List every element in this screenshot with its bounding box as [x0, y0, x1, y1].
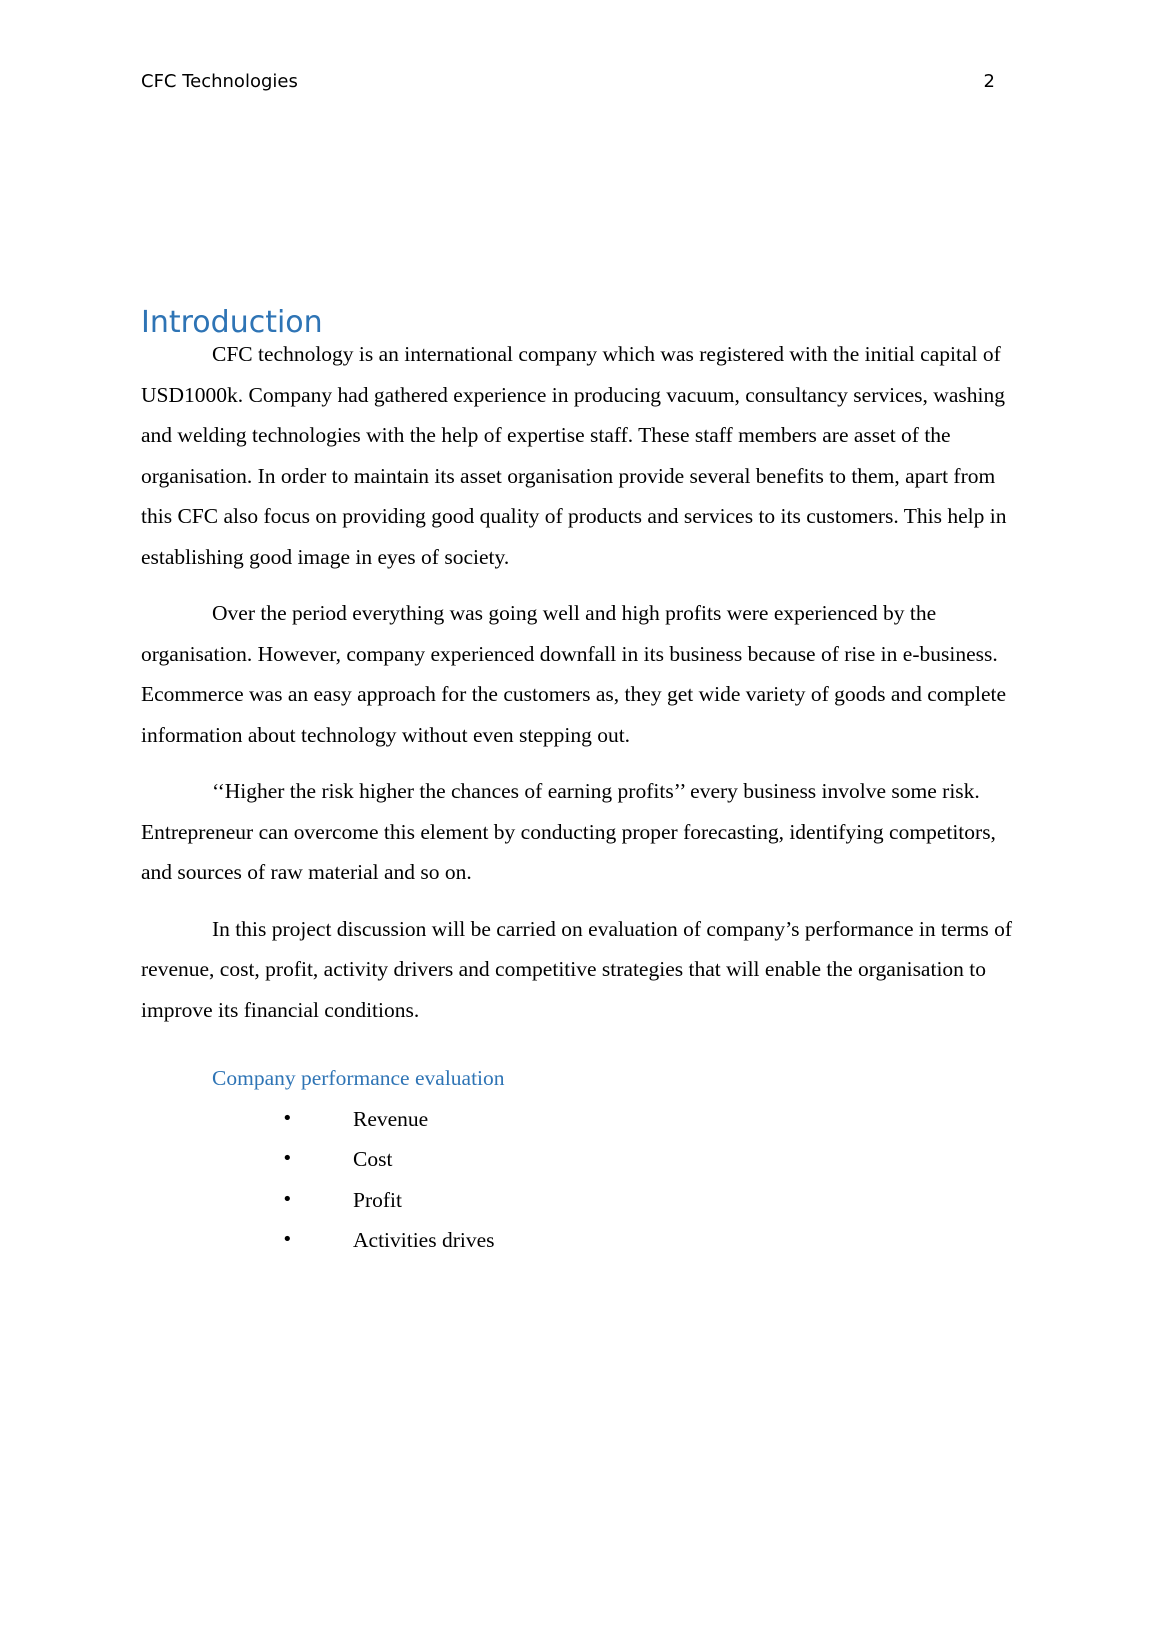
- bullet-icon: •: [282, 1107, 293, 1129]
- paragraph: Over the period everything was going well and high profits were experienced by the organisation. However, company experienced downfall in its business because of rise in e-business. Ecommerce was an easy approach for the customers as, they get wide variety of goods and complete information about technology without even stepping out.: [141, 601, 1007, 747]
- paragraph: ‘‘Higher the risk higher the chances of earning profits’’ every business involve some risk. Entrepreneur can overcome this element by conducting proper forecasting, identifying competitors, and sources of raw material and so on.: [141, 779, 996, 884]
- bullet-icon: •: [282, 1188, 293, 1210]
- bullet-icon: •: [282, 1148, 293, 1169]
- paragraph: In this project discussion will be carried on evaluation of company’s performance in terms of revenue, cost, profit, activity drivers and competitive strategies that will enable the organisation to improve its financial conditions.: [141, 916, 1013, 1022]
- bullet-icon: •: [282, 1229, 293, 1250]
- list-item-label: Cost: [353, 1147, 393, 1171]
- page-header: [141, 68, 995, 96]
- list-item-label: Profit: [353, 1187, 402, 1212]
- document-body: [141, 300, 1014, 1261]
- header-title: CFC Technologies: [141, 71, 298, 92]
- list-item: [282, 1139, 1014, 1180]
- list-item: [282, 1220, 1014, 1261]
- list-item: [282, 1099, 1014, 1140]
- paragraph: CFC technology is an international company which was registered with the initial capital of USD1000k. Company had gathered experience in producing vacuum, consultancy services, washing and welding technologies with the help of expertise staff. These staff members are asset of the organisation. In order to maintain its asset organisation provide several benefits to them, apart from this CFC also focus on providing good quality of products and services to its customers. This help in establishing good image in eyes of society.: [141, 342, 1007, 569]
- subsection-heading: Company performance evaluation: [212, 1066, 505, 1090]
- list-item-label: Activities drives: [353, 1228, 495, 1252]
- page-number: 2: [983, 71, 995, 92]
- list-item-label: Revenue: [353, 1106, 429, 1131]
- section-heading: Introduction: [141, 305, 323, 340]
- bullet-list: [141, 1099, 1014, 1261]
- list-item: [282, 1180, 1014, 1221]
